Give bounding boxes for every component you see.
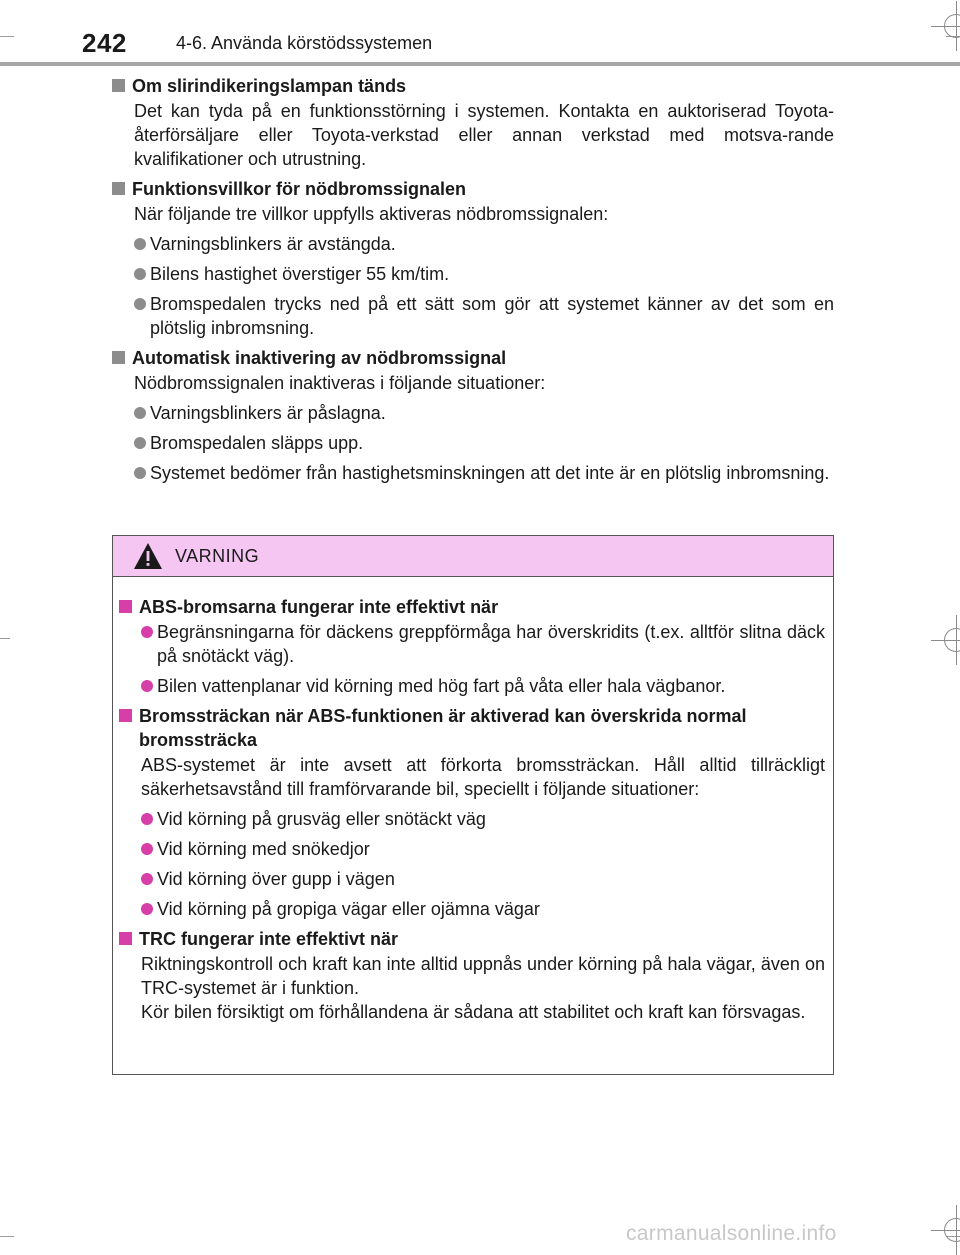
section-heading-text: Bromssträckan när ABS-funktionen är aktiverad kan överskrida normal bromssträcka	[139, 706, 747, 750]
circle-bullet-icon	[134, 437, 146, 449]
list-item	[112, 431, 834, 455]
circle-bullet-icon	[141, 626, 153, 638]
list-item-text: Varningsblinkers är påslagna.	[150, 403, 386, 423]
square-bullet-icon	[112, 351, 125, 364]
warning-header	[113, 536, 833, 577]
section-heading	[112, 74, 834, 98]
section-heading-text: TRC fungerar inte effektivt när	[139, 929, 399, 949]
circle-bullet-icon	[134, 268, 146, 280]
section-heading-text: Automatisk inaktivering av nödbromssignal	[132, 348, 507, 368]
list-item-text: Bromspedalen släpps upp.	[150, 433, 364, 453]
crop-mark-mid-left	[0, 638, 10, 639]
warning-section-heading	[119, 704, 825, 752]
main-content	[112, 74, 834, 491]
list-item	[119, 837, 825, 861]
square-bullet-icon	[119, 600, 132, 613]
warning-section-heading	[119, 595, 825, 619]
circle-bullet-icon	[141, 813, 153, 825]
registration-mark-bottom-icon	[944, 1218, 960, 1242]
list-item	[112, 232, 834, 256]
list-item-text: Vid körning över gupp i vägen	[157, 869, 395, 889]
list-item	[119, 620, 825, 668]
paragraph: Nödbromssignalen inaktiveras i följande situationer:	[134, 373, 546, 393]
list-item	[112, 292, 834, 340]
circle-bullet-icon	[134, 467, 146, 479]
circle-bullet-icon	[141, 680, 153, 692]
list-item	[119, 674, 825, 698]
circle-bullet-icon	[134, 298, 146, 310]
crop-mark-bottom-left	[0, 1236, 14, 1237]
circle-bullet-icon	[141, 903, 153, 915]
list-item-text: Systemet bedömer från hastighetsminskningen att det inte är en plötslig inbromsning.	[150, 463, 830, 483]
warning-triangle-icon	[133, 542, 163, 570]
paragraph: Det kan tyda på en funktionsstörning i systemen. Kontakta en auktoriserad Toyota-återförsäljare eller Toyota-verkstad eller annan verkstad med motsva-rande kvalifikationer och utrustning.	[134, 101, 834, 169]
section-slip-indicator	[112, 74, 834, 171]
list-item-text: Varningsblinkers är avstängda.	[150, 234, 396, 254]
list-item-text: Vid körning med snökedjor	[157, 839, 370, 859]
square-bullet-icon	[119, 709, 132, 722]
list-item-text: Bromspedalen trycks ned på ett sätt som gör att systemet känner av det som en plötslig inbromsning.	[150, 294, 834, 338]
paragraph: När följande tre villkor uppfylls aktiveras nödbromssignalen:	[134, 204, 609, 224]
section-title: 4-6. Använda körstödssystemen	[176, 33, 433, 53]
paragraph: Riktningskontroll och kraft kan inte alltid uppnås under körning på hala vägar, även on TRC-systemet är i funktion.	[141, 954, 825, 998]
circle-bullet-icon	[141, 873, 153, 885]
section-heading	[112, 177, 834, 201]
list-item-text: Vid körning på grusväg eller snötäckt väg	[157, 809, 486, 829]
section-heading	[112, 346, 834, 370]
list-item-text: Begränsningarna för däckens greppförmåga har överskridits (t.ex. alltför slitna däck på snötäckt väg).	[157, 622, 825, 666]
registration-mark-mid-icon	[944, 628, 960, 652]
warning-box	[112, 535, 834, 1075]
list-item	[112, 461, 834, 485]
section-heading-text: Funktionsvillkor för nödbromssignalen	[132, 179, 467, 199]
page-number: 242	[82, 28, 127, 58]
square-bullet-icon	[119, 932, 132, 945]
list-item	[119, 807, 825, 831]
section-heading-text: Om slirindikeringslampan tänds	[132, 76, 407, 96]
section-heading-text: ABS-bromsarna fungerar inte effektivt när	[139, 597, 499, 617]
list-item-text: Bilen vattenplanar vid körning med hög fart på våta eller hala vägbanor.	[157, 676, 726, 696]
page-header	[0, 22, 960, 62]
circle-bullet-icon	[141, 843, 153, 855]
list-item-text: Bilens hastighet överstiger 55 km/tim.	[150, 264, 450, 284]
list-item-text: Vid körning på gropiga vägar eller ojämna vägar	[157, 899, 540, 919]
warning-title: VARNING	[175, 546, 260, 566]
footer-watermark: carmanualsonline.info	[626, 1222, 837, 1245]
square-bullet-icon	[112, 79, 125, 92]
paragraph: Kör bilen försiktigt om förhållandena är sådana att stabilitet och kraft kan försvagas.	[141, 1002, 806, 1022]
circle-bullet-icon	[134, 407, 146, 419]
list-item	[119, 867, 825, 891]
section-auto-deactivation	[112, 346, 834, 485]
square-bullet-icon	[112, 182, 125, 195]
header-rule	[0, 62, 960, 66]
list-item	[112, 262, 834, 286]
paragraph: ABS-systemet är inte avsett att förkorta bromssträckan. Håll alltid tillräckligt säkerhetsavstånd till framförvarande bil, speciellt i följande situationer:	[141, 755, 825, 799]
list-item	[112, 401, 834, 425]
warning-section-heading	[119, 927, 825, 951]
section-emergency-brake-conditions	[112, 177, 834, 340]
list-item	[119, 897, 825, 921]
warning-body	[113, 577, 833, 1024]
circle-bullet-icon	[134, 238, 146, 250]
